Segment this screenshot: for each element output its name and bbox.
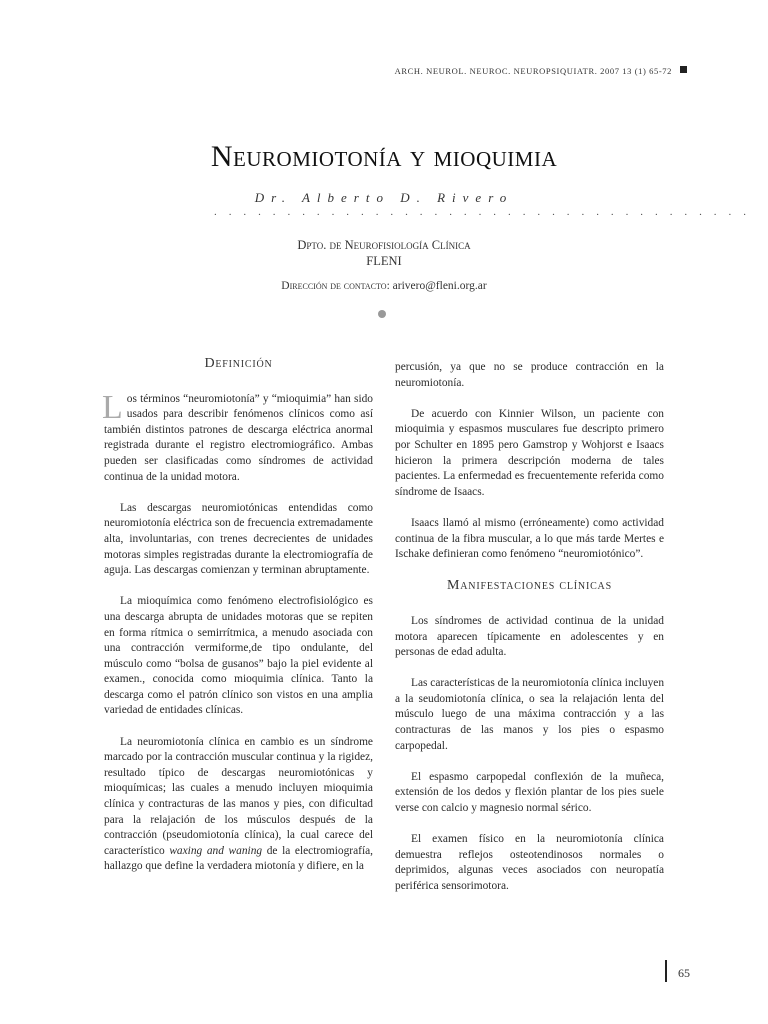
- paragraph: percusión, ya que no se produce contracción en la neuromiotonía.: [395, 361, 664, 389]
- paragraph: De acuerdo con Kinnier Wilson, un paciente con mioquimia y espasmos musculares fue descripto primero por Schulter en 1895 pero Gamstrop y Wohjorst e Isaacs hicieron la primera descripción moderna de tales pacientes. La enfermedad es frecuentemente referida como síndrome de Isaacs.: [395, 407, 664, 498]
- paragraph-text: de la electromiografía, hallazgo que define la verdadera miotonía y difiere, en la: [104, 844, 374, 873]
- author-name: Dr. Alberto D. Rivero: [254, 190, 514, 205]
- page-number-bar: [665, 960, 667, 982]
- contact-email: arivero@fleni.org.ar: [392, 280, 487, 292]
- journal-citation: ARCH. NEUROL. NEUROC. NEUROPSIQUIATR. 2007 13 (1) 65-72: [394, 66, 672, 76]
- department: Dpto. de Neurofisiología Clínica: [297, 238, 471, 252]
- section-heading-definicion: Definición: [204, 356, 273, 371]
- dotted-divider: . . . . . . . . . . . . . . . . . . . . . . . . . . . . . . . . . . . . .: [214, 206, 751, 218]
- square-bullet-icon: [680, 66, 687, 73]
- italic-term: waxing and waning: [169, 844, 263, 857]
- right-column: [395, 360, 664, 910]
- institution: FLENI: [366, 254, 402, 268]
- paragraph: Las características de la neuromiotonía clínica incluyen a la seudomiotonía clínica, o sea la relajación lenta del músculo luego de una máxima contracción y a las contracturas de las manos y los pies o espasmo carpopedal.: [395, 677, 665, 752]
- contact-label: Dirección de contacto:: [281, 280, 390, 292]
- section-heading-manifestaciones: Manifestaciones clínicas: [447, 578, 612, 594]
- contact-line: [0, 280, 768, 292]
- drop-cap: L: [102, 388, 123, 426]
- paragraph: El examen físico en la neuromiotonía clínica demuestra reflejos osteotendinosos normales o deprimidos, algunas veces asociados con neuropatía periférica sensorimotora.: [395, 833, 664, 892]
- paragraph-text: La neuromiotonía clínica en cambio es un síndrome marcado por la contracción muscular continua y la rigidez, resultado típico de descargas neuromiotónicas y mioquímicas; las cuales a menudo incluyen mioquimia clínica y contracturas de las manos y pies, con dificultad para la relajación de los músculos después de la contracción (pseudomiotonía clínica), la cual carece del característico: [104, 735, 373, 857]
- paragraph: [102, 388, 373, 486]
- left-column: [104, 356, 373, 891]
- paragraph: La mioquímica como fenómeno electrofisiológico es una descarga abrupta de unidades motoras que se repiten en forma rítmica o semirrítmica, a menudo asociada con una contracción vermiforme,de tipo ondulante, del músculo como “bolsa de gusanos” bajo la piel evidente al examen., conocida como mioquimia clínica. Tanto la descarga como el patrón clínico son vistos en una amplia variedad de entidades clínicas.: [104, 595, 373, 717]
- paragraph: [104, 735, 373, 875]
- article-title: Neuromiotonía y mioquimia: [210, 140, 558, 173]
- paragraph: Isaacs llamó al mismo (erróneamente) como actividad continua de la fibra muscular, a lo que más tarde Mertes e Ischake definieran como fenómeno “neuromiotónico”.: [395, 516, 664, 561]
- paragraph-text: os términos “neuromiotonía” y “mioquimia” han sido usados para describir fenómenos clínicos como así también distintos patrones de descarga eléctrica anormal registrada durante el registro electromiográfico. Ambas pueden ser clasificadas como síndromes de actividad continua de la unidad motora.: [104, 392, 373, 483]
- paragraph: Los síndromes de actividad continua de la unidad motora aparecen típicamente en adolescentes y en personas de edad adulta.: [395, 614, 664, 659]
- page-number: 65: [678, 966, 690, 980]
- circle-ornament-icon: [378, 310, 386, 318]
- running-head: [395, 66, 672, 76]
- paragraph: El espasmo carpopedal conflexión de la muñeca, extensión de los dedos y flexión plantar de los pies suele verse con calcio y magnesio normal sérico.: [395, 770, 664, 815]
- paragraph: Las descargas neuromiotónicas entendidas como neuromiotonía eléctrica son de frecuencia extremadamente alta, involuntarias, con trenes decrecientes de unidades motoras simples registradas durante la electromiografía de aguja. Las descargas comienzan y terminan abruptamente.: [104, 501, 373, 577]
